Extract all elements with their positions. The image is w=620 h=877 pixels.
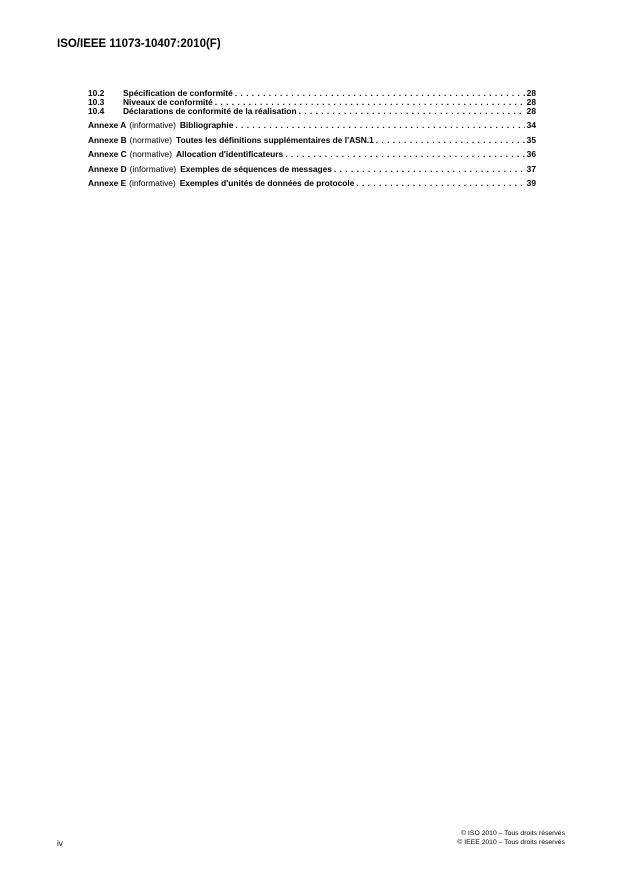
table-of-contents (88, 89, 536, 189)
dot-leader (285, 149, 525, 160)
section-title: Niveaux de conformité (123, 97, 213, 107)
page-number: 34 (526, 120, 536, 130)
annex-label: Annexe C (88, 149, 127, 159)
toc-entry-annex-a[interactable] (88, 120, 536, 131)
section-number: 10.4 (88, 106, 105, 116)
section-number: 10.3 (88, 97, 105, 107)
page-number: 28 (526, 88, 536, 98)
toc-entry-annex-d[interactable] (88, 164, 536, 175)
dot-leader (334, 164, 525, 175)
toc-entry-annex-c[interactable] (88, 149, 536, 160)
annex-kind: (normative) (129, 134, 172, 145)
annex-kind: (normative) (129, 149, 172, 159)
section-title: Déclarations de conformité de la réalisation (123, 106, 297, 116)
annex-title: Allocation d'identificateurs (176, 149, 284, 159)
footer-page-number: iv (57, 839, 63, 848)
footer-copyright (457, 829, 565, 847)
annex-title: Exemples d'unités de données de protocole (179, 178, 355, 188)
annex-label: Annexe D (88, 163, 127, 174)
dot-leader (299, 107, 525, 116)
copyright-ieee: © IEEE 2010 – Tous droits réservés (457, 839, 565, 846)
document-header: ISO/IEEE 11073-10407:2010(F) (57, 38, 221, 50)
dot-leader (376, 135, 525, 146)
page-number: 28 (526, 106, 536, 116)
toc-entry-annex-e[interactable] (88, 178, 536, 189)
annex-title: Exemples de séquences de messages (180, 163, 332, 174)
annex-kind: (informative) (129, 163, 177, 174)
dot-leader (356, 178, 524, 189)
section-title: Spécification de conformité (123, 88, 233, 98)
annex-title: Toutes les définitions supplémentaires de l'ASN.1 (176, 134, 374, 145)
annex-kind: (informative) (129, 120, 176, 130)
page-number: 37 (526, 163, 536, 174)
annex-label: Annexe E (88, 178, 127, 188)
annex-label: Annexe A (88, 120, 127, 130)
toc-entry-10-4[interactable] (88, 107, 536, 116)
annex-kind: (informative) (129, 178, 176, 188)
page-number: 28 (526, 97, 536, 107)
dot-leader (235, 89, 525, 98)
toc-entry-annex-b[interactable] (88, 135, 536, 146)
annex-label: Annexe B (88, 134, 127, 145)
copyright-iso: © ISO 2010 – Tous droits réservés (461, 830, 565, 837)
page-number: 35 (526, 134, 536, 145)
dot-leader (235, 120, 524, 131)
annex-title: Bibliographie (179, 120, 234, 130)
page-number: 36 (526, 149, 536, 159)
page-number: 39 (526, 178, 536, 188)
section-number: 10.2 (88, 88, 105, 98)
